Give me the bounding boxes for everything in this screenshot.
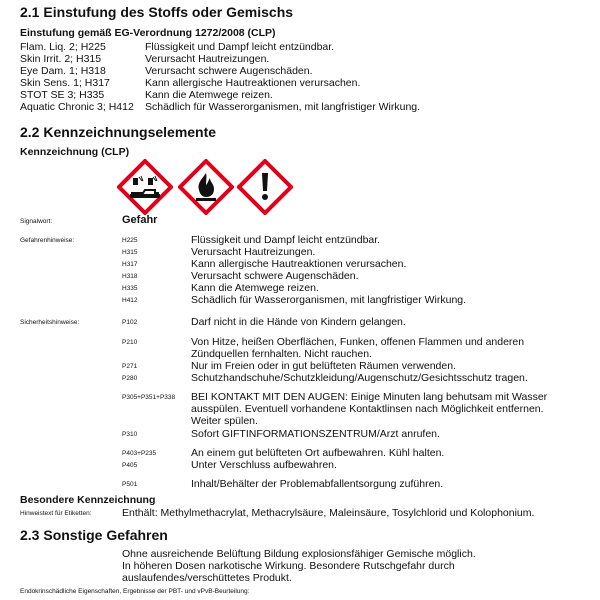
precaution-code: P501 (122, 481, 138, 488)
classification-text: Verursacht Hautreizungen. (145, 53, 270, 65)
hazard-code: H225 (122, 237, 138, 244)
hazard-code: H412 (122, 297, 138, 304)
classification-code: STOT SE 3; H335 (20, 89, 105, 101)
section-2-2-title: 2.2 Kennzeichnungselemente (20, 124, 217, 140)
signal-word-label: Signalwort: (20, 218, 53, 225)
other-hazards-line: In höheren Dosen narkotische Wirkung. Besondere Rutschgefahr durch (122, 560, 455, 572)
classification-code: Skin Sens. 1; H317 (20, 77, 110, 89)
classification-text: Kann die Atemwege reizen. (145, 89, 273, 101)
precaution-text: Sofort GIFTINFORMATIONSZENTRUM/Arzt anrufen. (191, 428, 440, 440)
other-hazards-line: Ohne ausreichende Belüftung Bildung explosionsfähiger Gemische möglich. (122, 548, 476, 560)
flame-icon (178, 159, 234, 215)
precaution-text: Zündquellen fernhalten. Nicht rauchen. (191, 348, 372, 360)
special-labelling-title: Besondere Kennzeichnung (20, 494, 156, 506)
section-2-2-subtitle: Kennzeichnung (CLP) (20, 146, 130, 158)
hazard-text: Kann die Atemwege reizen. (191, 282, 319, 294)
classification-code: Aquatic Chronic 3; H412 (20, 101, 134, 113)
hazard-code: H335 (122, 285, 138, 292)
precaution-text: Inhalt/Behälter der Problemabfallentsorgung zuführen. (191, 478, 444, 490)
classification-code: Eye Dam. 1; H318 (20, 65, 106, 77)
precaution-text: Darf nicht in die Hände von Kindern gelangen. (191, 316, 406, 328)
precaution-text: Schutzhandschuhe/Schutzkleidung/Augenschutz/Gesichtsschutz tragen. (191, 372, 528, 384)
precaution-code: P403+P235 (122, 450, 157, 457)
endocrine-properties-caption: Endokrinschädliche Eigenschaften, Ergebnisse der PBT- und vPvB-Beurteilung: (20, 588, 250, 595)
other-hazards-line: auslaufendes/verschüttetes Produkt. (122, 572, 292, 584)
precaution-code: P271 (122, 363, 138, 370)
classification-text: Flüssigkeit und Dampf leicht entzündbar. (145, 41, 335, 53)
classification-code: Flam. Liq. 2; H225 (20, 41, 106, 53)
hazard-text: Flüssigkeit und Dampf leicht entzündbar. (191, 234, 381, 246)
hazard-code: H318 (122, 273, 138, 280)
classification-text: Schädlich für Wasserorganismen, mit langfristiger Wirkung. (145, 101, 421, 113)
precaution-code: P310 (122, 431, 138, 438)
hazard-text: Kann allergische Hautreaktionen verursachen. (191, 258, 407, 270)
classification-code: Skin Irrit. 2; H315 (20, 53, 102, 65)
hazard-text: Verursacht Hautreizungen. (191, 246, 316, 258)
hazard-text: Verursacht schwere Augenschäden. (191, 270, 359, 282)
hazard-code: H315 (122, 249, 138, 256)
corrosion-icon (117, 159, 173, 215)
precaution-code: P280 (122, 375, 138, 382)
precaution-text: Von Hitze, heißen Oberflächen, Funken, offenen Flammen und anderen (191, 336, 525, 348)
precaution-text: ausspülen. Eventuell vorhandene Kontaktlinsen nach Möglichkeit entfernen. (191, 403, 544, 415)
precaution-code: P210 (122, 339, 138, 346)
hazard-text: Schädlich für Wasserorganismen, mit langfristiger Wirkung. (191, 294, 467, 306)
precaution-text: Nur im Freien oder in gut belüfteten Räumen verwenden. (191, 360, 456, 372)
section-2-1-title: 2.1 Einstufung des Stoffs oder Gemischs (20, 4, 294, 20)
precautionary-statements-label: Sicherheitshinweise: (20, 319, 80, 326)
precaution-text: BEI KONTAKT MIT DEN AUGEN: Einige Minuten lang behutsam mit Wasser (191, 391, 548, 403)
precaution-text: An einem gut belüfteten Ort aufbewahren. Kühl halten. (191, 447, 445, 459)
signal-word: Gefahr (122, 214, 158, 226)
section-2-3-title: 2.3 Sonstige Gefahren (20, 527, 168, 543)
precaution-code: P102 (122, 319, 138, 326)
precaution-code: P305+P351+P338 (122, 394, 176, 401)
exclamation-icon (237, 159, 293, 215)
hazard-code: H317 (122, 261, 138, 268)
precaution-text: Weiter spülen. (191, 415, 258, 427)
precaution-code: P405 (122, 462, 138, 469)
classification-text: Kann allergische Hautreaktionen verursachen. (145, 77, 361, 89)
precaution-text: Unter Verschluss aufbewahren. (191, 459, 337, 471)
hazard-statements-label: Gefahrenhinweise: (20, 237, 75, 244)
label-text-caption: Hinweistext für Etiketten: (20, 510, 92, 517)
section-2-1-subtitle: Einstufung gemäß EG-Verordnung 1272/2008 (CLP) (20, 27, 276, 39)
label-text-content: Enthält: Methylmethacrylat, Methacrylsäure, Maleinsäure, Tosylchlorid und Kolophonium. (122, 507, 535, 519)
classification-text: Verursacht schwere Augenschäden. (145, 65, 313, 77)
